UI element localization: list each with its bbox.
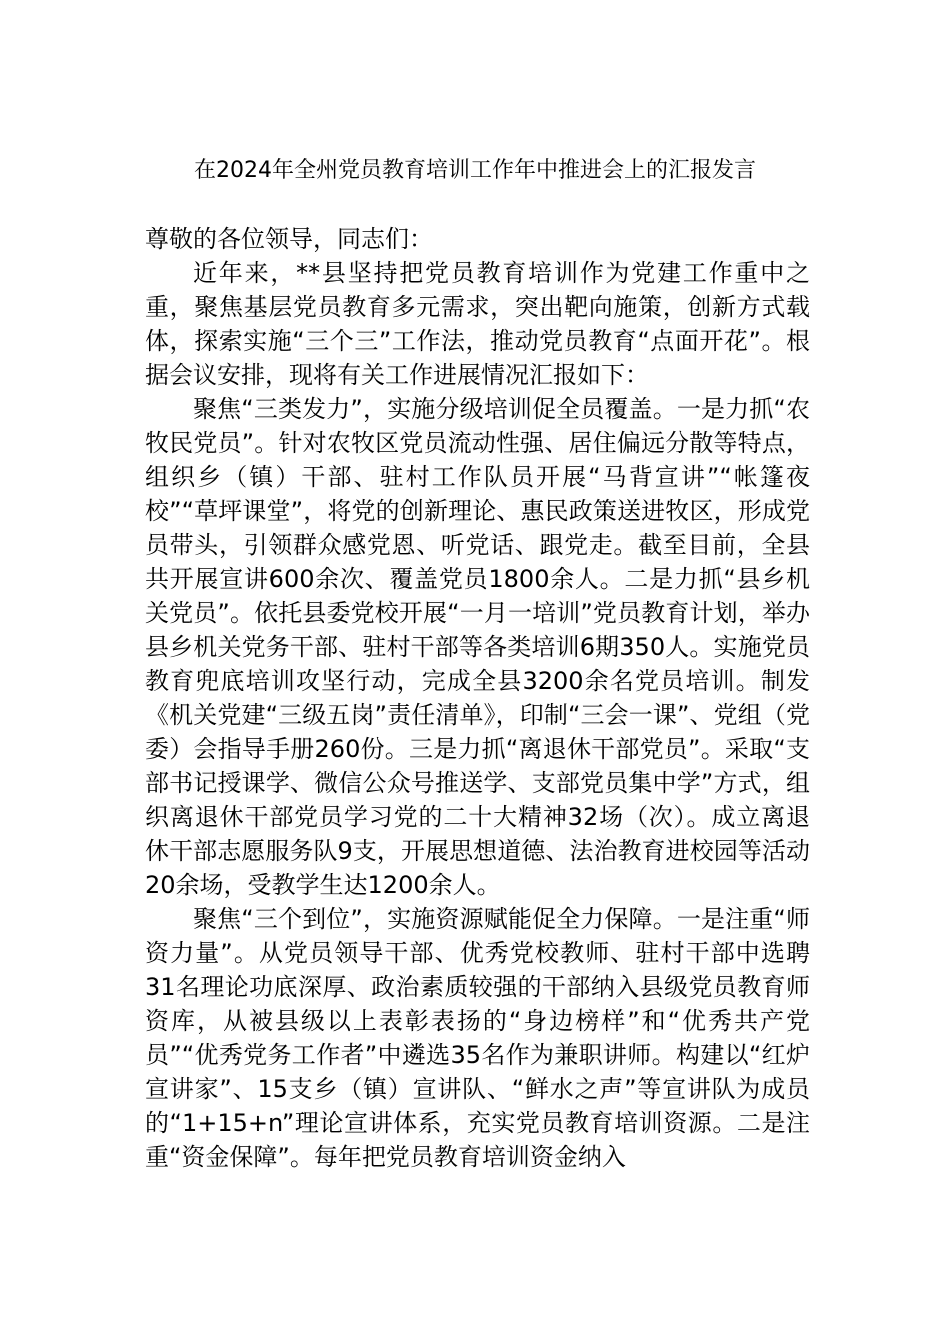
paragraph-three-in-place: 聚焦“三个到位”，实施资源赋能促全力保障。一是注重“师资力量”。从党员领导干部、优秀党校教师、驻村干部中选聘31名理论功底深厚、政治素质较强的干部纳入县级党员教育师资库，从被县级以上表彰表扬的“身边榜样”和“优秀共产党员”“优秀党务工作者”中遴选35名作为兼职讲师。构建以“红炉宣讲家”、15支乡（镇）宣讲队、“鲜水之声”等宣讲队为成员的“1+15+n”理论宣讲体系，充实党员教育培训资源。二是注重“资金保障”。每年把党员教育培训资金纳入 (145, 905, 810, 1171)
paragraph-three-types: 聚焦“三类发力”，实施分级培训促全员覆盖。一是力抓“农牧民党员”。针对农牧区党员流动性强、居住偏远分散等特点，组织乡（镇）干部、驻村工作队员开展“马背宣讲”“帐篷夜校”“草坪课堂”，将党的创新理论、惠民政策送进牧区，形成党员带头，引领群众感党恩、听党话、跟党走。截至目前，全县共开展宣讲600余次、覆盖党员1800余人。二是力抓“县乡机关党员”。依托县委党校开展“一月一培训”党员教育计划，举办县乡机关党务干部、驻村干部等各类培训6期350人。实施党员教育兜底培训攻坚行动，完成全县3200余名党员培训。制发《机关党建“三级五岗”责任清单》，印制“三会一课”、党组（党委）会指导手册260份。三是力抓“离退休干部党员”。采取“支部书记授课学、微信公众号推送学、支部党员集中学”方式，组织离退休干部党员学习党的二十大精神32场（次）。成立离退休干部志愿服务队9支，开展思想道德、法治教育进校园等活动20余场，受教学生达1200余人。 (145, 395, 810, 899)
salutation: 尊敬的各位领导，同志们： (145, 225, 433, 253)
document-title: 在2024年全州党员教育培训工作年中推进会上的汇报发言 (194, 158, 756, 183)
document-body (145, 222, 810, 1174)
paragraph-intro: 近年来，**县坚持把党员教育培训作为党建工作重中之重，聚焦基层党员教育多元需求，突出靶向施策，创新方式载体，探索实施“三个三”工作法，推动党员教育“点面开花”。根据会议安排，现将有关工作进展情况汇报如下： (145, 259, 810, 389)
